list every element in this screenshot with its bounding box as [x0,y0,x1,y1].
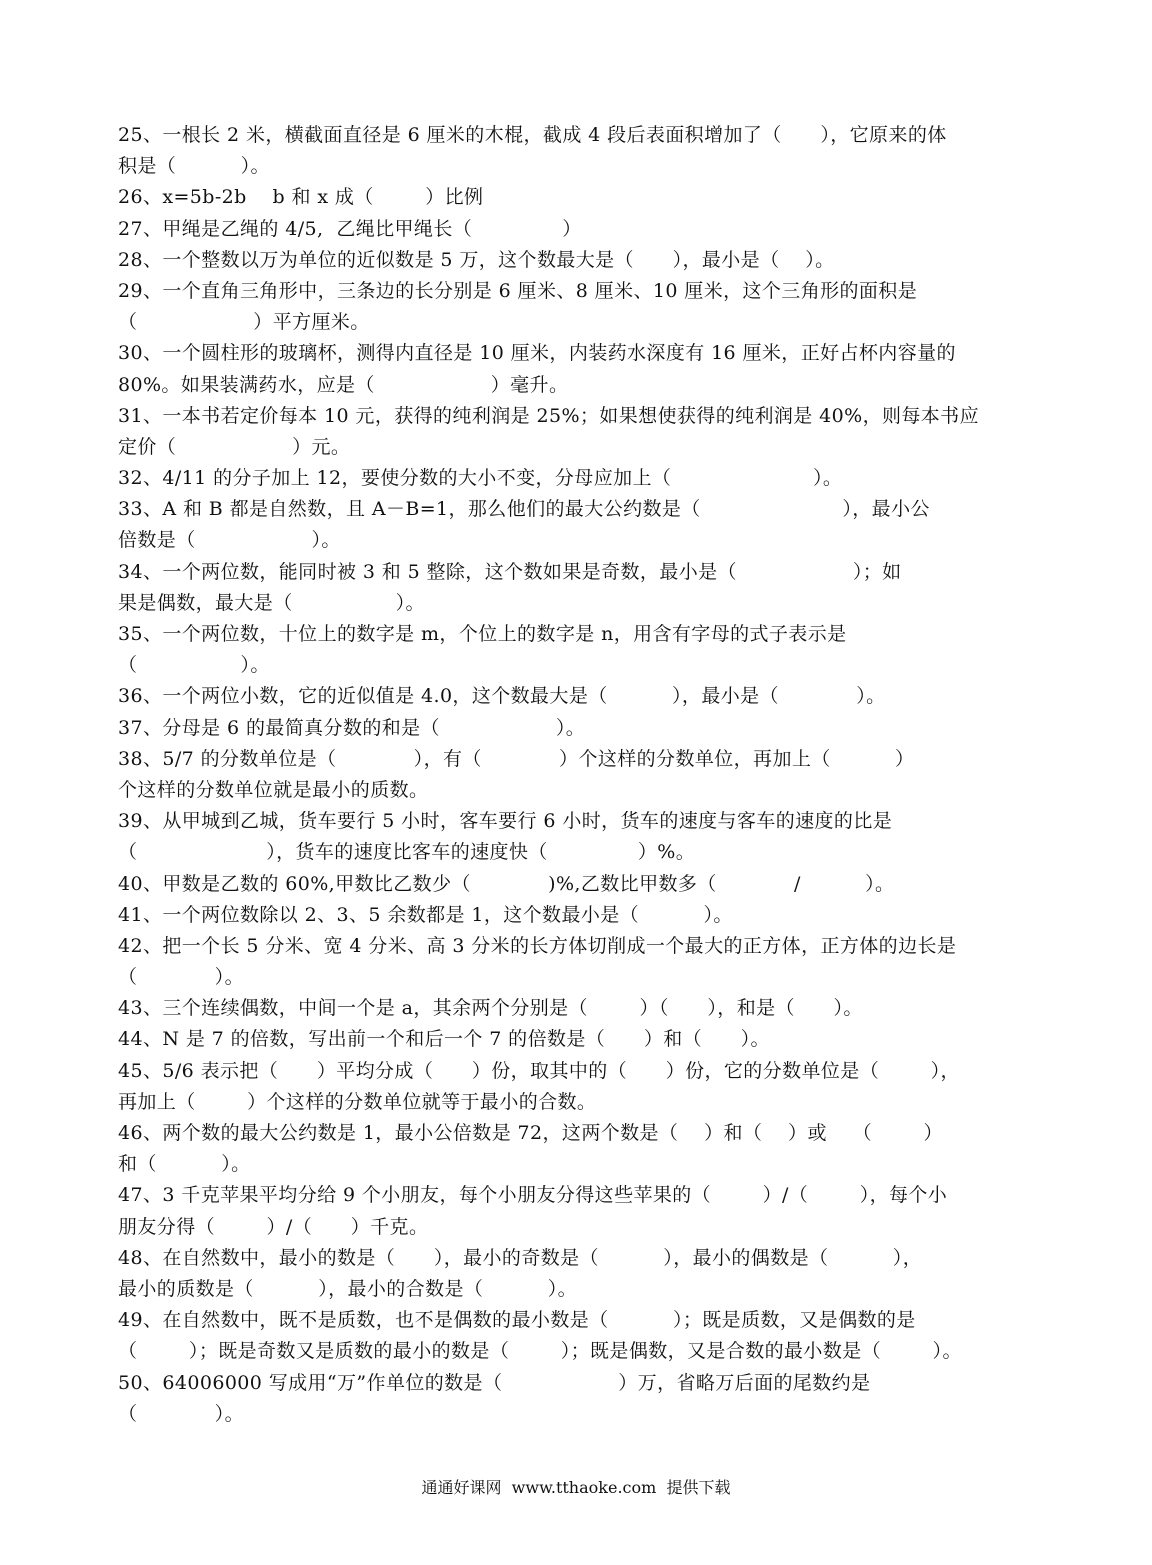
question-line: （ ）平方厘米。 [118,311,370,334]
question-line: 29、一个直角三角形中，三条边的长分别是 6 厘米、8 厘米、10 厘米，这个三角形的面积是 [118,279,918,302]
question-line: 倍数是（ ）。 [118,529,341,552]
question-line: （ ）。 [118,966,244,989]
question-line: 32、4/11 的分子加上 12，要使分数的大小不变，分母应加上（ ）。 [118,467,843,490]
question-line: 最小的质数是（ ），最小的合数是（ ）。 [118,1277,577,1300]
question-line: （ ）；既是奇数又是质数的最小的数是（ ）；既是偶数，又是合数的最小数是（ ）。 [118,1340,962,1363]
question-line: 33、A 和 B 都是自然数，且 A－B=1，那么他们的最大公约数是（ ），最小公 [118,498,930,521]
question-line: 38、5/7 的分数单位是（ ），有（ ）个这样的分数单位，再加上（ ） [118,747,915,770]
question-line: 果是偶数，最大是（ ）。 [118,591,425,614]
page-footer: 通通好课网 www.tthaoke.com 提供下载 [421,1478,731,1497]
question-line: 30、一个圆柱形的玻璃杯，测得内直径是 10 厘米，内装药水深度有 16 厘米，正好占杯内容量的 [118,342,956,365]
question-line: 37、分母是 6 的最简真分数的和是（ ）。 [118,716,586,739]
question-line: （ ），货车的速度比客车的速度快（ ）%。 [118,841,696,864]
question-line: 31、一本书若定价每本 10 元，获得的纯利润是 25%；如果想使获得的纯利润是 40%，则每本书应 [118,404,979,427]
question-line: 积是（ ）。 [118,155,270,178]
question-list [118,120,1038,1430]
question-line: 43、三个连续偶数，中间一个是 a，其余两个分别是（ ）（ ），和是（ ）。 [118,997,863,1020]
question-line: 39、从甲城到乙城，货车要行 5 小时，客车要行 6 小时，货车的速度与客车的速度的比是 [118,810,893,833]
question-line: 和（ ）。 [118,1153,251,1176]
question-line: 40、甲数是乙数的 60%,甲数比乙数少（ )%,乙数比甲数多（ / ）。 [118,872,895,895]
question-line: 80%。如果装满药水，应是（ ）毫升。 [118,373,569,396]
question-line: 46、两个数的最大公约数是 1，最小公倍数是 72，这两个数是（ ）和（ ）或 （ ） [118,1122,943,1144]
question-line: 36、一个两位小数，它的近似值是 4.0，这个数最大是（ ），最小是（ ）。 [118,685,886,708]
question-line: 28、一个整数以万为单位的近似数是 5 万，这个数最大是（ ），最小是（ ）。 [118,248,835,271]
question-line: 34、一个两位数，能同时被 3 和 5 整除，这个数如果是奇数，最小是（ ）；如 [118,560,902,583]
question-line: （ ）。 [118,654,270,677]
question-line: 44、N 是 7 的倍数，写出前一个和后一个 7 的倍数是（ ）和（ ）。 [118,1028,770,1051]
question-line: 45、5/6 表示把（ ）平均分成（ ）份，取其中的（ ）份，它的分数单位是（ ）， [118,1059,960,1082]
question-line: 41、一个两位数除以 2、3、5 余数都是 1，这个数最小是（ ）。 [118,903,733,926]
question-line: （ ）。 [118,1402,244,1425]
question-line: 47、3 千克苹果平均分给 9 个小朋友，每个小朋友分得这些苹果的（ ）/（ ），每个小 [118,1184,948,1207]
question-line: 35、一个两位数，十位上的数字是 m，个位上的数字是 n，用含有字母的式子表示是 [118,623,847,645]
question-line: 再加上（ ）个这样的分数单位就等于最小的合数。 [118,1090,597,1113]
question-line: 26、x=5b-2b b 和 x 成（ ）比例 [118,186,484,209]
question-line: 朋友分得（ ）/（ ）千克。 [118,1215,429,1238]
question-line: 48、在自然数中，最小的数是（ ），最小的奇数是（ ），最小的偶数是（ ）， [118,1246,923,1269]
question-line: 个这样的分数单位就是最小的质数。 [118,778,429,801]
question-line: 27、甲绳是乙绳的 4/5, 乙绳比甲绳长（ ） [118,217,582,240]
question-line: 25、一根长 2 米，横截面直径是 6 厘米的木棍，截成 4 段后表面积增加了（ ），它原来的体 [118,124,947,146]
question-line: 42、把一个长 5 分米、宽 4 分米、高 3 分米的长方体切削成一个最大的正方体，正方体的边长是 [118,934,957,957]
question-line: 49、在自然数中，既不是质数，也不是偶数的最小数是（ ）；既是质数，又是偶数的是 [118,1309,916,1332]
question-line: 50、64006000 写成用“万”作单位的数是（ ）万，省略万后面的尾数约是 [118,1371,871,1394]
question-line: 定价（ ）元。 [118,435,351,458]
